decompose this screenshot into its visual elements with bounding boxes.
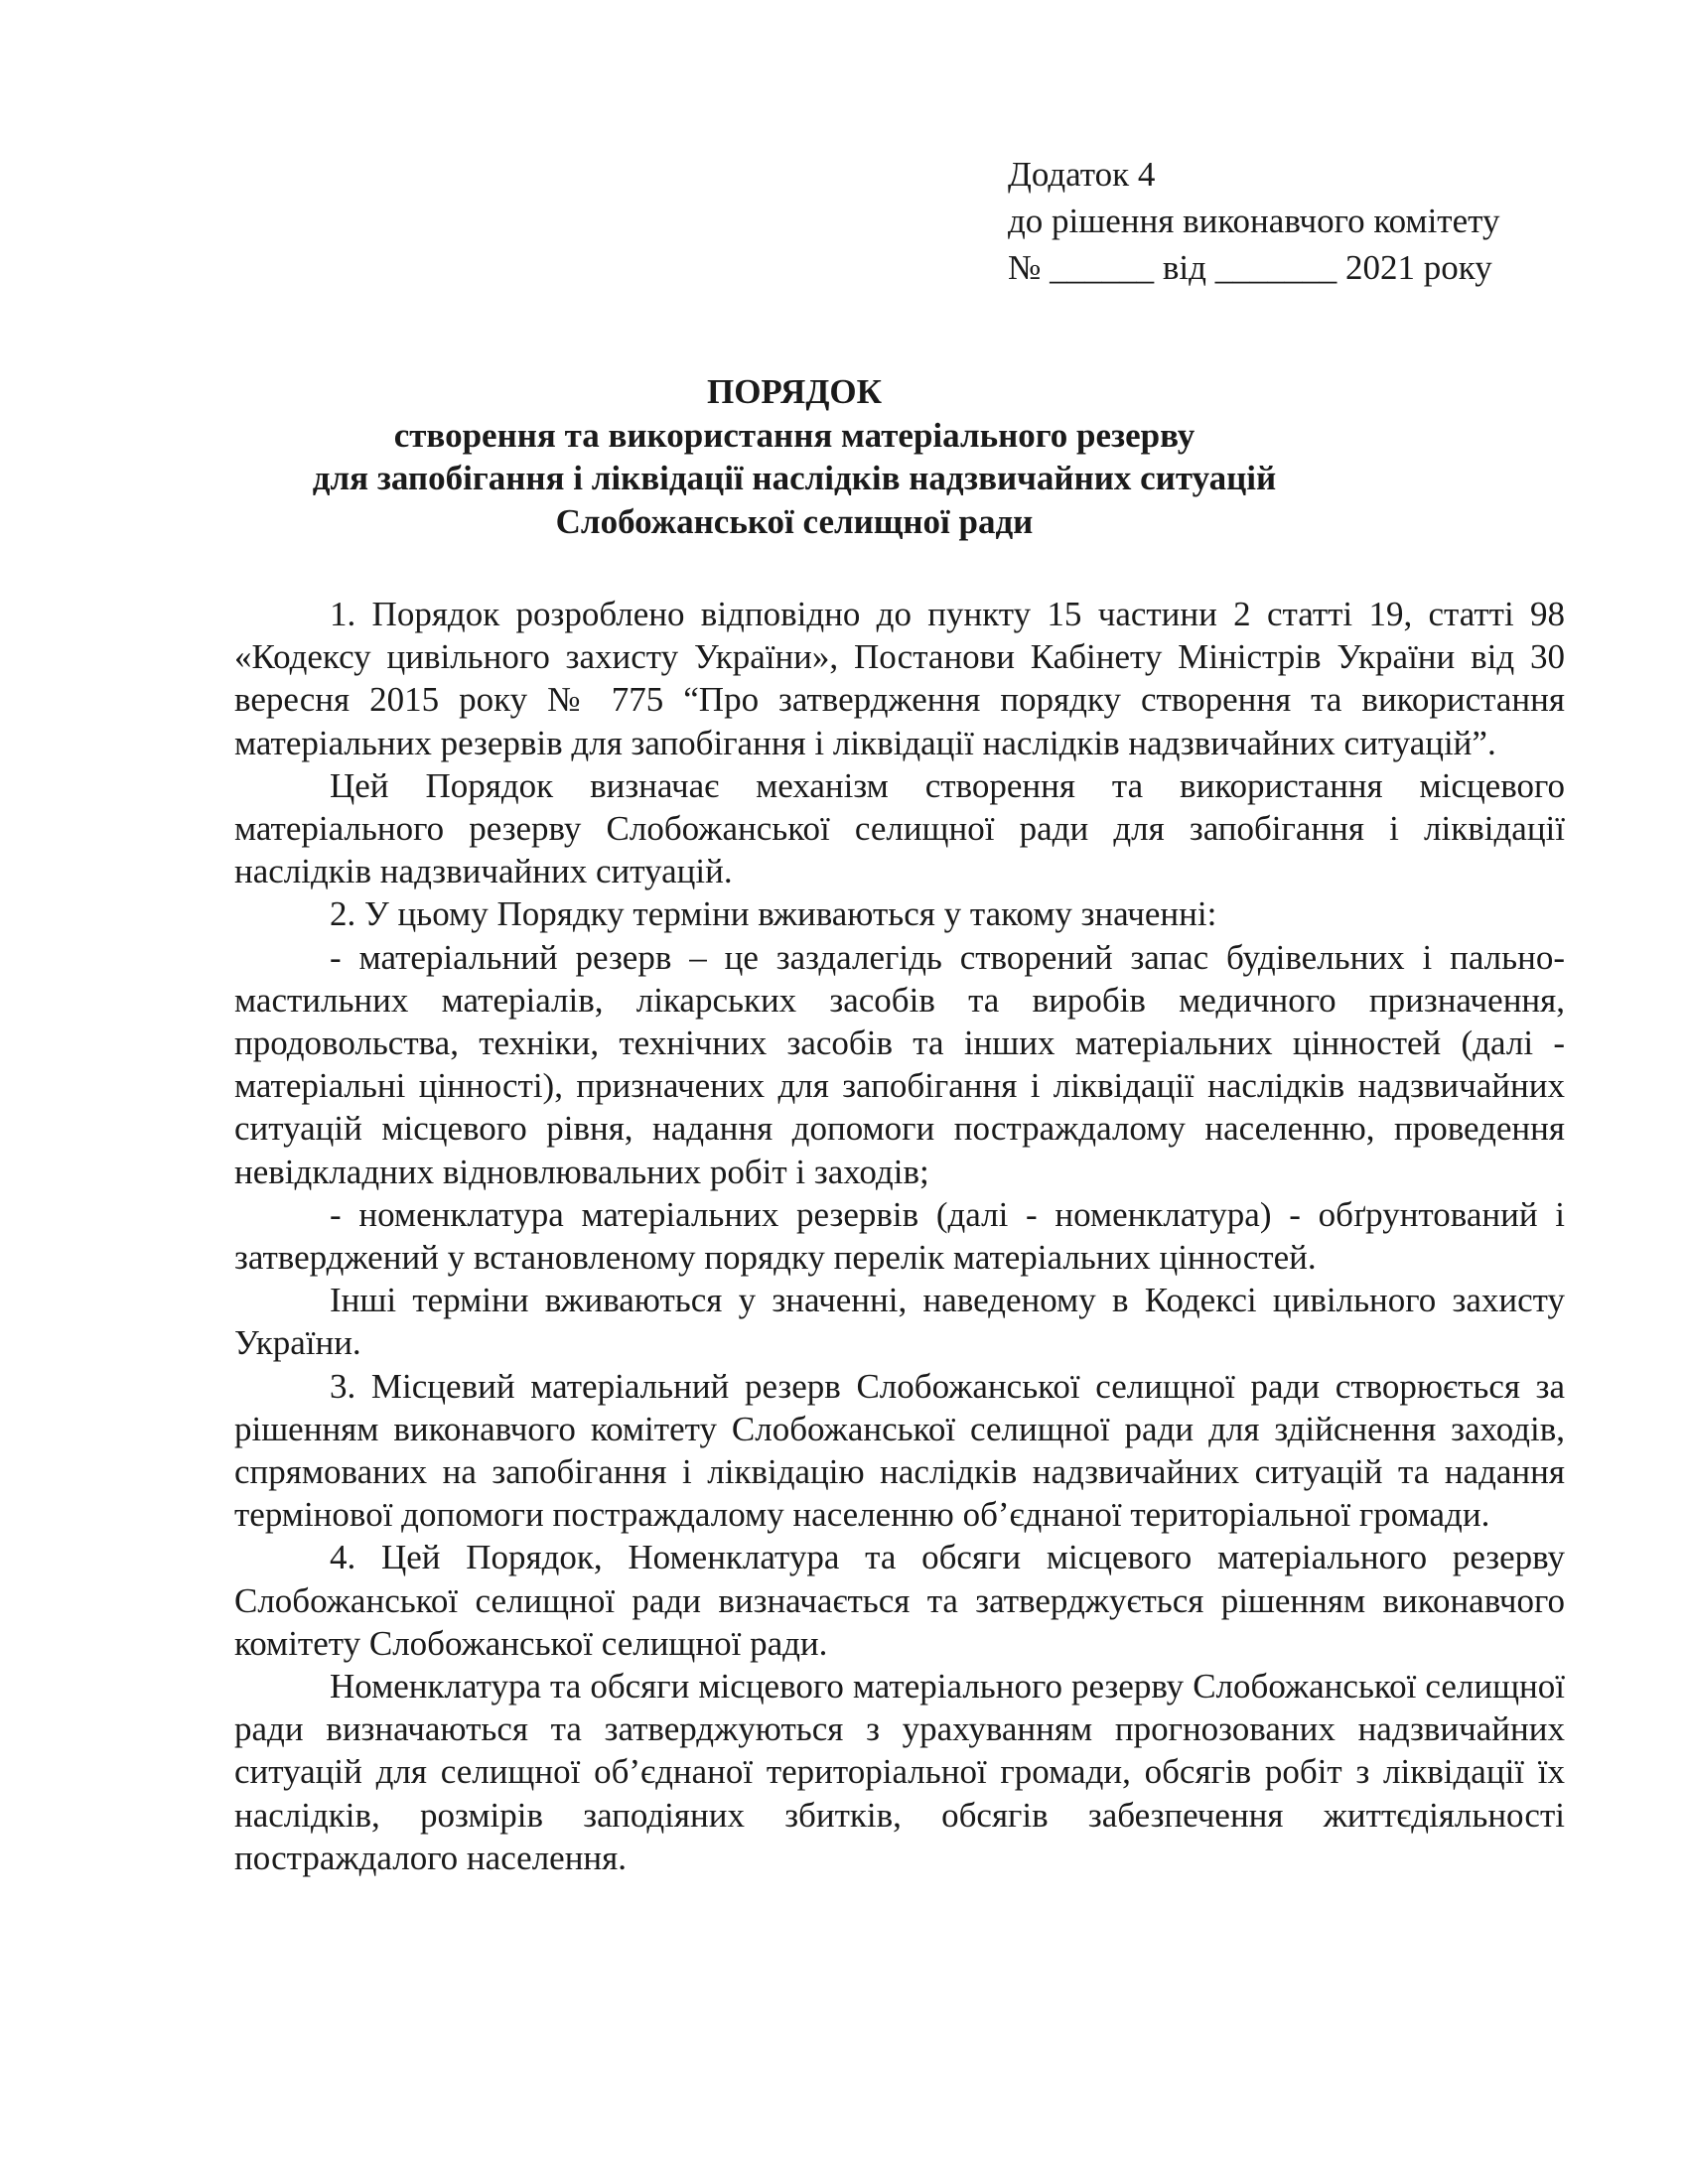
title-line-2: для запобігання і ліквідації наслідків надзвичайних ситуацій [312,459,1277,497]
paragraph: 2. У цьому Порядку терміни вживаються у такому значенні: [330,894,1217,934]
document-body [234,593,1565,1879]
paragraph: 3. Місцевий матеріальний резерв Слобожанської селищної ради створюється за рішенням виконавчого комітету Слобожанської селищної ради для здійснення заходів, спрямованих на запобігання і ліквідацію наслідків надзвичайних ситуацій та надання термінової допомоги постраждалому населенню об’єднаної територіальної громади. [234,1366,1565,1535]
paragraph: Цей Порядок визначає механізм створення та використання місцевого матеріального резерву Слобожанської селищної ради для запобігання і ліквідації наслідків надзвичайних ситуацій. [234,765,1565,891]
document-title [199,370,1390,543]
annex-number-date-line: № ______ від _______ 2021 року [1008,248,1492,287]
annex-decision-reference: до рішення виконавчого комітету [1008,202,1500,240]
title-line-1: створення та використання матеріального резерву [393,415,1196,455]
paragraph: - матеріальний резерв – це заздалегідь створений запас будівельних і пально-мастильних матеріалів, лікарських засобів та виробів медичного призначення, продовольства, техніки, технічних засобів та інших матеріальних цінностей (далі - матеріальні цінності), призначених для запобігання і ліквідації наслідків надзвичайних ситуацій місцевого рівня, надання допомоги постраждалому населенню, проведення невідкладних відновлювальних робіт і заходів; [234,937,1565,1191]
title-line-3: Слобожанської селищної ради [555,501,1034,541]
paragraph: - номенклатура матеріальних резервів (далі - номенклатура) - обґрунтований і затверджений у встановленому порядку перелік матеріальних цінностей. [234,1194,1565,1278]
title-heading: ПОРЯДОК [706,372,883,411]
annex-header [1008,151,1604,291]
paragraph: Номенклатура та обсяги місцевого матеріального резерву Слобожанської селищної ради визначаються та затверджуються з урахуванням прогнозованих надзвичайних ситуацій для селищної об’єднаної територіальної громади, обсягів робіт з ліквідації їх наслідків, розмірів заподіяних збитків, обсягів забезпечення життєдіяльності постраждалого населення. [234,1667,1565,1877]
paragraph: 4. Цей Порядок, Номенклатура та обсяги місцевого матеріального резерву Слобожанської селищної ради визначається та затверджується рішенням виконавчого комітету Слобожанської селищної ради. [234,1538,1565,1663]
annex-number: Додаток 4 [1008,155,1156,194]
paragraph: 1. Порядок розроблено відповідно до пункту 15 частини 2 статті 19, статті 98 «Кодексу цивільного захисту України», Постанови Кабінету Міністрів України від 30 вересня 2015 року № 775 “Про затвердження порядку створення та використання матеріальних резервів для запобігання і ліквідації наслідків надзвичайних ситуацій”. [234,595,1565,762]
paragraph: Інші терміни вживаються у значенні, наведеному в Кодексі цивільного захисту України. [234,1281,1565,1363]
